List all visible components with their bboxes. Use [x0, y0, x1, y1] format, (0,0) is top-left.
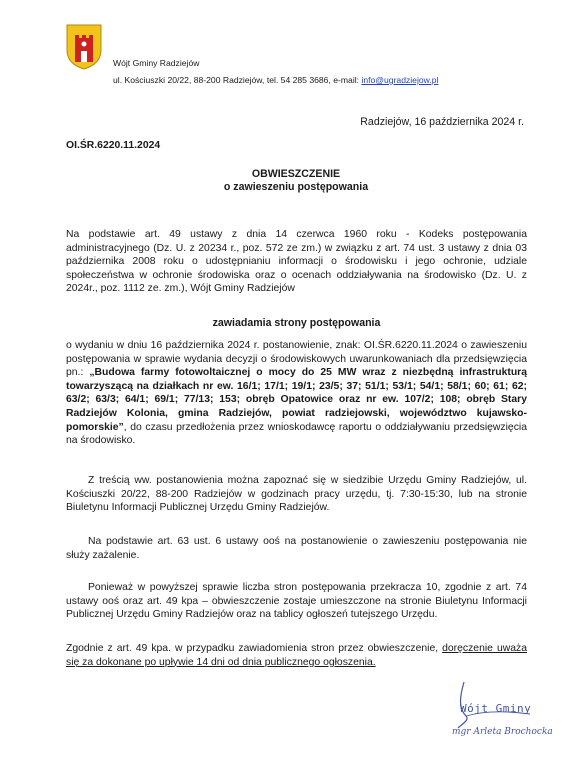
email-link[interactable]: info@ugradziejow.pl	[361, 75, 439, 85]
delivery-underlined: doręczenie uważa się za dokonane po upływie 14 dni od dnia publicznego ogłoszenia.	[66, 643, 527, 668]
office-address	[113, 75, 438, 85]
case-reference: OI.ŚR.6220.11.2024	[66, 140, 161, 151]
project-name: „Budowa farmy fotowoltaicznej o mocy do 25 MW wraz z niezbędną infrastrukturą towarzyszącą na działkach nr ew. 16/1; 17/1; 19/1; 23/5; 37; 51/1; 53/1; 54/1; 58/1; 60; 61; 62; 63/2; 63/3; 64/1; 69/1; 77/13; 153; obręb Opatowice oraz nr ew. 107/2; 108; obręb Stary Radziejów Kolonia, gmina Radziejów, powiat radziejowski, województwo kujawsko-pomorskie”	[66, 367, 528, 433]
delivery-text: Zgodnie z art. 49 kpa. w przypadku zawiadomienia stron przez obwieszczenie,	[66, 643, 443, 654]
appeal-paragraph: Na podstawie art. 63 ust. 6 ustawy ooś na postanowienie o zawieszeniu postępowania nie służy zażalenie.	[66, 536, 527, 561]
office-address-text: ul. Kościuszki 20/22, 88-200 Radziejów, tel. 54 285 3686, e-mail:	[113, 75, 362, 85]
access-paragraph: Z treścią ww. postanowienia można zapoznać się w siedzibie Urzędu Gminy Radziejów, ul. Kościuszki 20/22, 88-200 Radziejów w godzinach pracy urzędu, tj. 7:30-15:30, lub na stronie Biuletynu Informacji Publicznej Urzędu Gminy Radziejów.	[66, 475, 527, 514]
coat-of-arms-icon	[66, 24, 102, 70]
stamp-title: Wójt Gminy	[460, 702, 532, 715]
delivery-paragraph	[66, 642, 527, 669]
document-title: OBWIESZCZENIE	[251, 168, 341, 180]
stamp-name: mgr Arleta Brochocka	[452, 727, 553, 737]
legal-basis-paragraph: Na podstawie art. 49 ustawy z dnia 14 czerwca 1960 roku - Kodeks postępowania administracyjnego (Dz. U. z 20234 r., poz. 572 ze zm.) w związku z art. 74 ust. 3 ustawy z dnia 03 października 2008 roku o udostępnianiu informacji o środowisku i jego ochronie, udziale społeczeństwa w ochronie środowiska oraz o ocenach oddziaływania na środowisko (Dz. U. z 2024r., poz. 1112 ze. zm.), Wójt Gminy Radziejów	[66, 229, 527, 295]
document-subtitle: o zawieszeniu postępowania	[223, 181, 369, 193]
publication-paragraph: Ponieważ w powyższej sprawie liczba stron postępowania przekracza 10, zgodnie z art. 74 ustawy ooś oraz art. 49 kpa – obwieszczenie zostaje umieszczone na stronie Biuletynu Informacji Publicznej Urzędu Gminy Radziejów oraz na tablicy ogłoszeń tutejszego Urzędu.	[66, 582, 527, 621]
decision-outro: , do czasu przedłożenia przez wnioskodawcę raportu o oddziaływaniu przedsięwzięcia na środowisko.	[66, 421, 527, 447]
document-date: Radziejów, 16 października 2024 r.	[360, 116, 524, 128]
notification-heading: zawiadamia strony postępowania	[212, 317, 381, 329]
office-name: Wójt Gminy Radziejów	[113, 58, 200, 68]
decision-paragraph	[66, 339, 527, 448]
decision-intro: o wydaniu w dniu 16 października 2024 r. postanowienie, znak: OI.ŚR.6220.11.2024 o zawieszeniu postępowania w sprawie wydania decyzji o środowiskowych uwarunkowaniach dla przedsięwzięcia pn.:	[66, 340, 527, 379]
